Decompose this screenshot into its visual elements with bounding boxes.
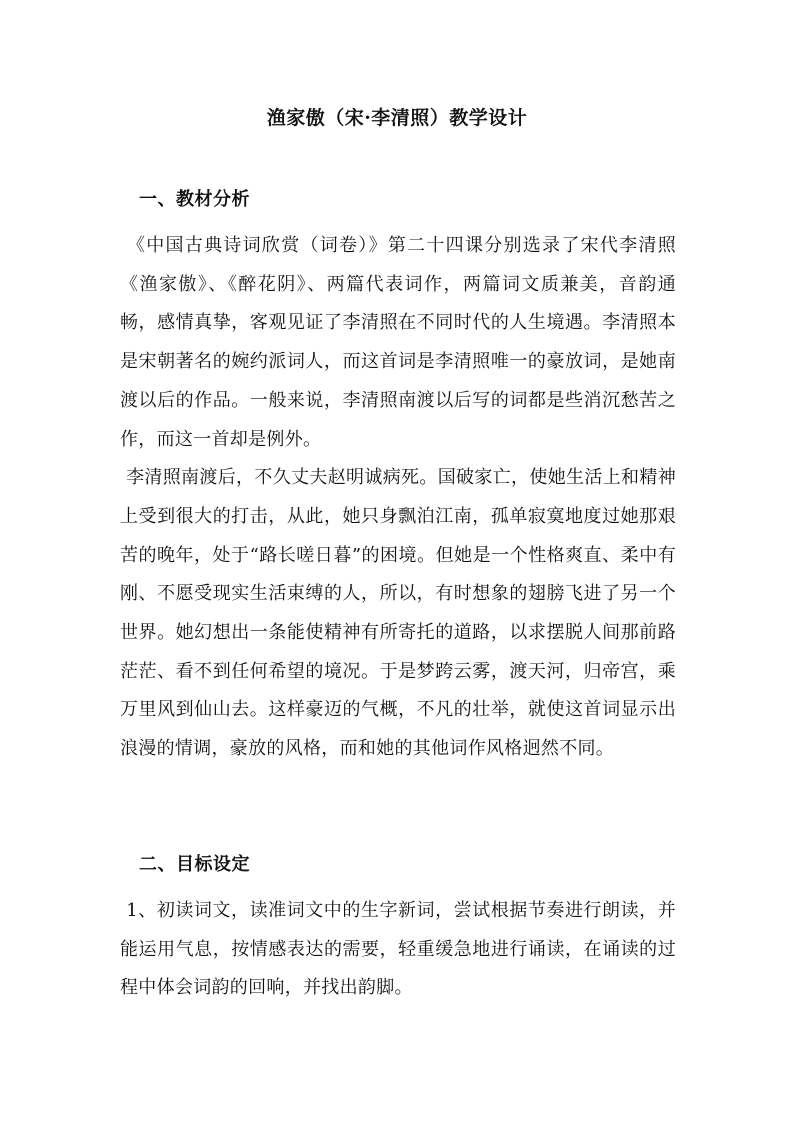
section-body-goals <box>120 892 676 1008</box>
section-body-materials <box>120 227 676 769</box>
paragraph: 《中国古典诗词欣赏（词卷）》第二十四课分别选录了宋代李清照《渔家傲》、《醉花阴》、两篇代表词作，两篇词文质兼美，音韵通畅，感情真挚，客观见证了李清照在不同时代的人生境遇。李清照本是宋朝著名的婉约派词人，而这首词是李清照唯一的豪放词，是她南渡以后的作品。一般来说，李清照南渡以后写的词都是些消沉愁苦之作，而这一首却是例外。 <box>120 235 676 450</box>
document-title: 渔家傲（宋·李清照）教学设计 <box>266 107 528 129</box>
section-heading-materials: 一、教材分析 <box>139 189 250 210</box>
paragraph: 1、初读词文，读准词文中的生字新词，尝试根据节奏进行朗读，并能运用气息，按情感表达的需要，轻重缓急地进行诵读，在诵读的过程中体会词韵的回响，并找出韵脚。 <box>120 900 676 999</box>
paragraph: 李清照南渡后，不久丈夫赵明诚病死。国破家亡，使她生活上和精神上受到很大的打击，从此，她只身飘泊江南，孤单寂寞地度过她那艰苦的晚年，处于“路长嗟日暮”的困境。但她是一个性格爽直、柔中有刚、不愿受现实生活束缚的人，所以，有时想象的翅膀飞进了另一个世界。她幻想出一条能使精神有所寄托的道路，以求摆脱人间那前路茫茫、看不到任何希望的境况。于是梦跨云雾，渡天河，归帝宫，乘万里风到仙山去。这样豪迈的气概，不凡的壮举，就使这首词显示出浪漫的情调，豪放的风格，而和她的其他词作风格迥然不同。 <box>120 467 676 760</box>
section-heading-goals: 二、目标设定 <box>139 854 250 875</box>
